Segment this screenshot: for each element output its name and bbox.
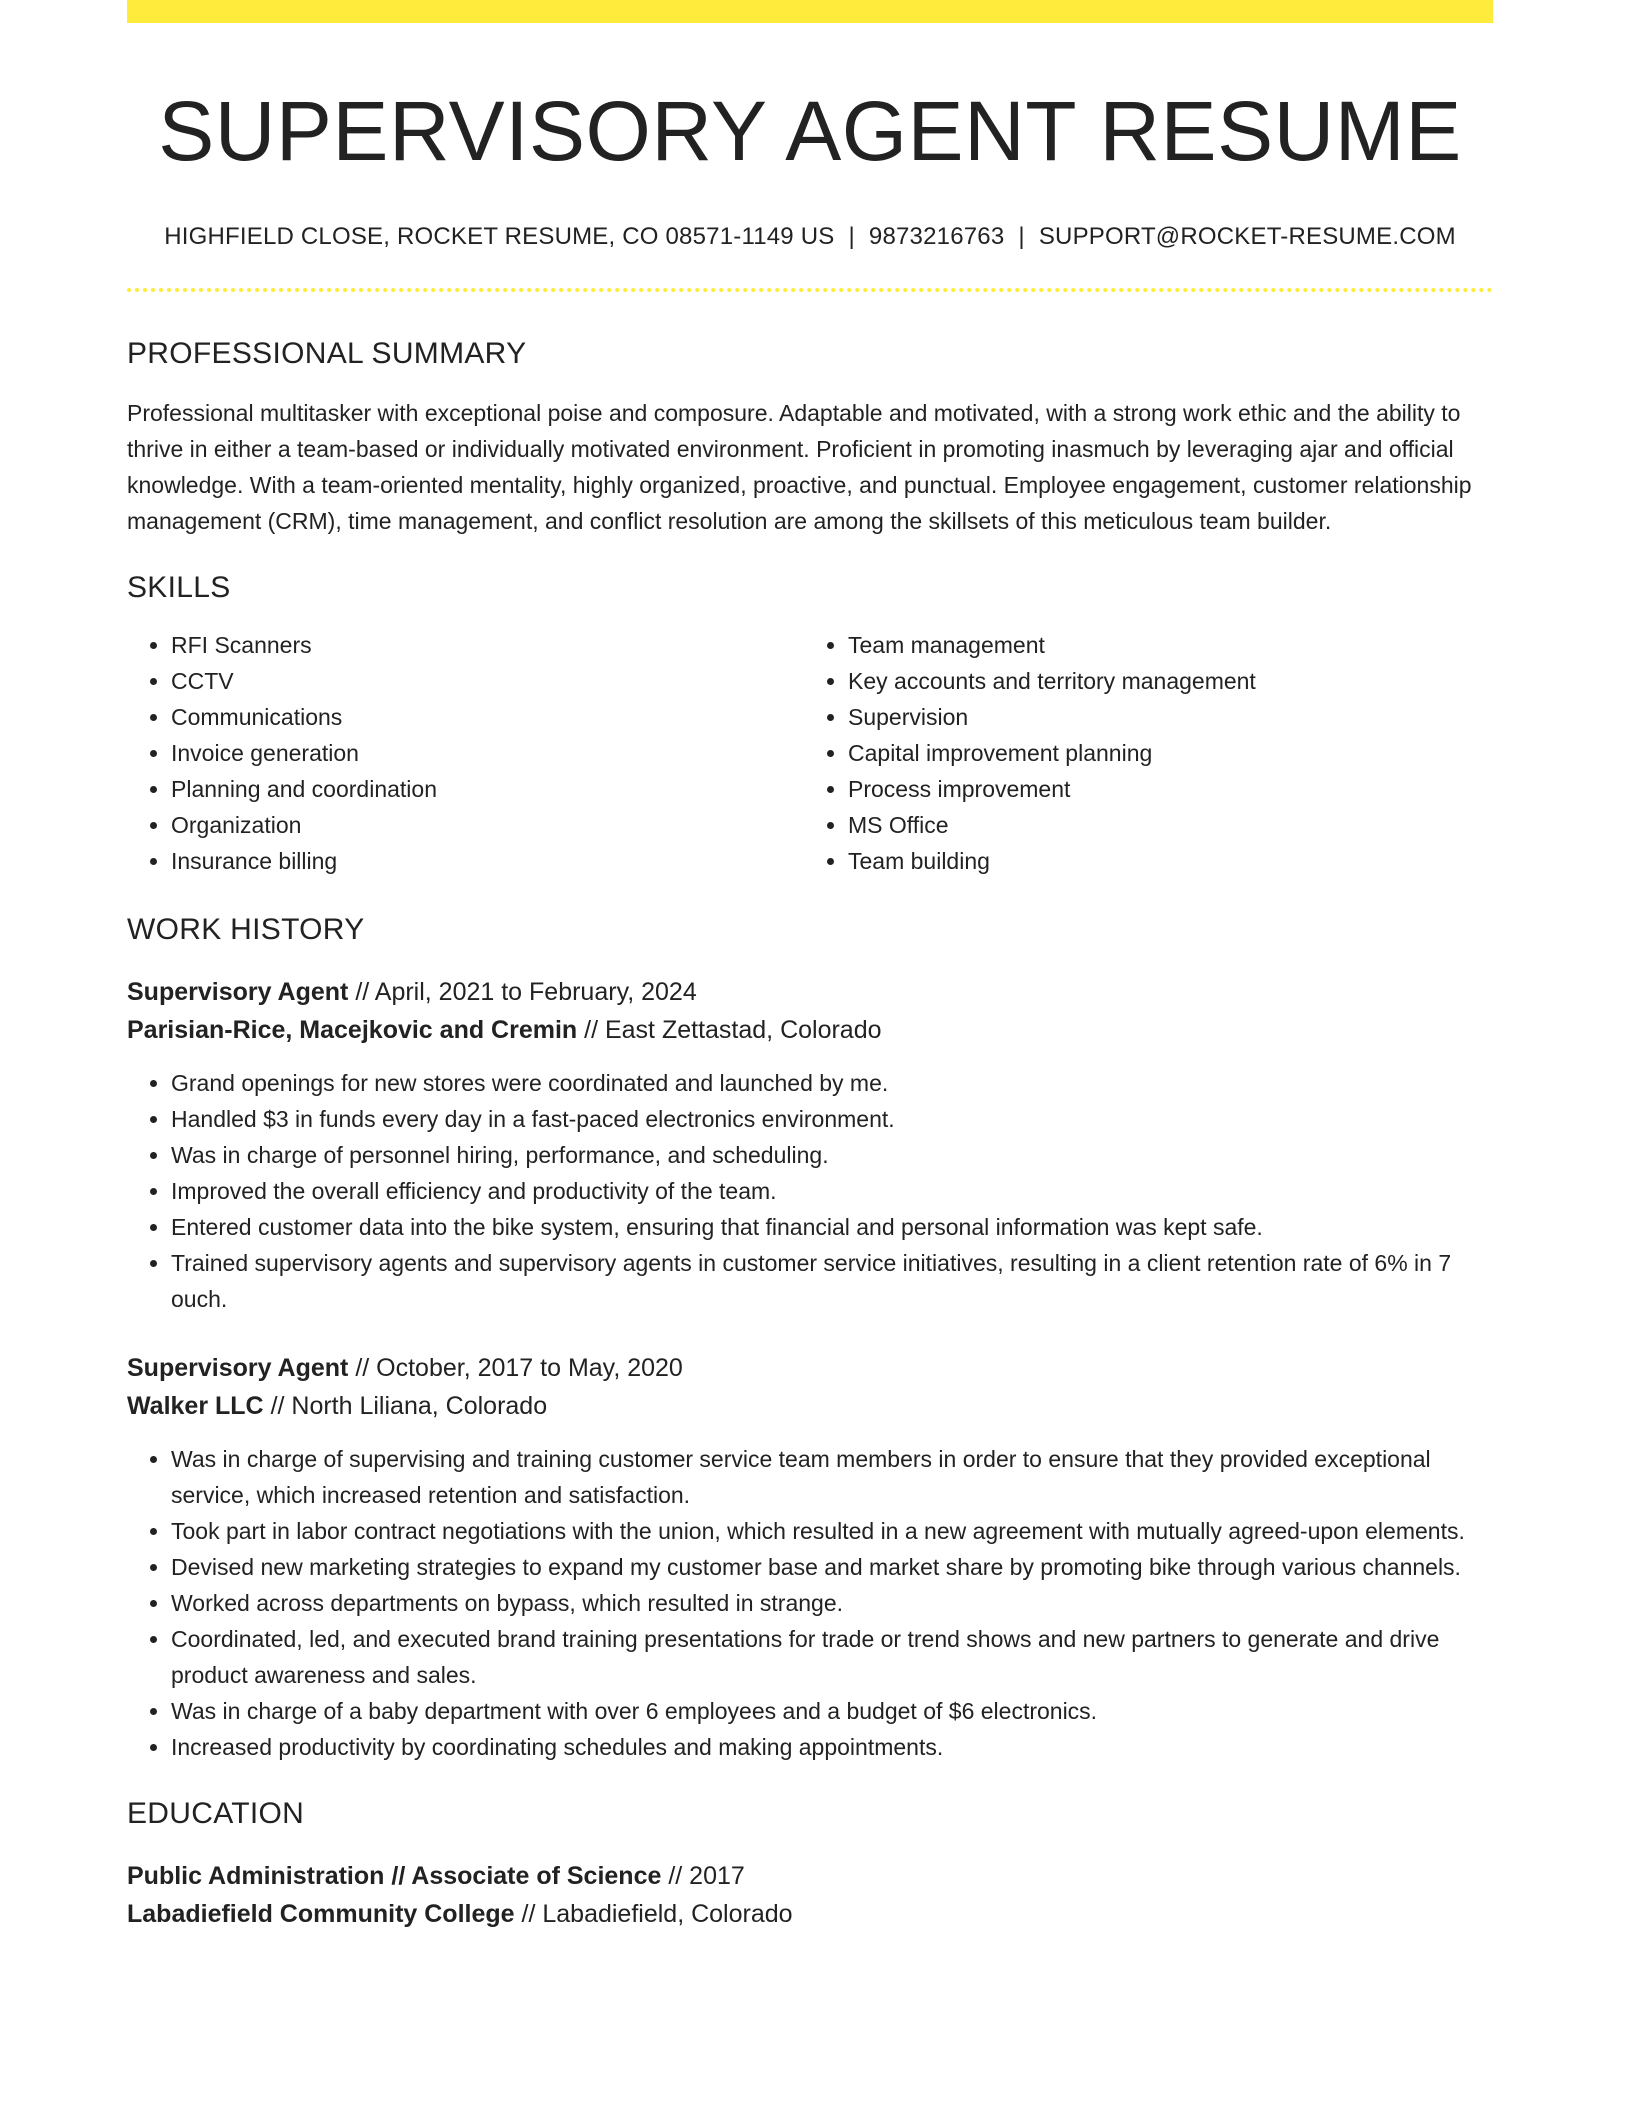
skill-item: • Planning and coordination: [171, 771, 801, 807]
skill-item: • Supervision: [848, 699, 1478, 735]
education-degree-line: [127, 1857, 1493, 1895]
job-bullet: • Was in charge of personnel hiring, performance, and scheduling.: [171, 1137, 1493, 1173]
job-company-line: [127, 1011, 1493, 1049]
education-heading: EDUCATION: [127, 1797, 305, 1831]
job-bullet: • Took part in labor contract negotiations with the union, which resulted in a new agreement with mutually agreed-upon elements.: [171, 1513, 1493, 1549]
skill-item: • MS Office: [848, 807, 1478, 843]
job-bullet: • Grand openings for new stores were coordinated and launched by me.: [171, 1065, 1493, 1101]
education-year: // 2017: [668, 1862, 745, 1891]
job-bullet: • Was in charge of supervising and training customer service team members in order to ensure that they provided exceptional service, which increased retention and satisfaction.: [171, 1441, 1493, 1513]
skill-item: • Process improvement: [848, 771, 1478, 807]
contact-email: SUPPORT@ROCKET-RESUME.COM: [1038, 223, 1456, 251]
contact-address: HIGHFIELD CLOSE, ROCKET RESUME, CO 08571-1149 US: [164, 223, 835, 251]
job-location: // North Liliana, Colorado: [270, 1392, 548, 1421]
skills-list: [127, 627, 1493, 879]
education-entry: [127, 1857, 1493, 1933]
job-bullet: • Coordinated, led, and executed brand training presentations for trade or trend shows and new partners to generate and drive product awareness and sales.: [171, 1621, 1493, 1693]
summary-heading: PROFESSIONAL SUMMARY: [127, 337, 527, 371]
skill-item: • Team management: [848, 627, 1478, 663]
skill-item: • Capital improvement planning: [848, 735, 1478, 771]
job-dates: // April, 2021 to February, 2024: [355, 978, 697, 1007]
contact-separator: |: [848, 223, 855, 251]
job-title-line: [127, 973, 1493, 1011]
education-degree: Public Administration // Associate of Science: [127, 1862, 662, 1891]
job-bullet: • Was in charge of a baby department with over 6 employees and a budget of $6 electronics.: [171, 1693, 1493, 1729]
dotted-divider: [127, 288, 1493, 292]
job-entry: [127, 1349, 1493, 1765]
job-company-line: [127, 1387, 1493, 1425]
job-title-line: [127, 1349, 1493, 1387]
job-company: Walker LLC: [127, 1392, 264, 1421]
resume-page: [127, 0, 1493, 1933]
summary-text: Professional multitasker with exceptional poise and composure. Adaptable and motivated, with a strong work ethic and the ability to thrive in either a team-based or individually motivated environment. Proficient in promoting inasmuch by leveraging ajar and official knowledge. With a team-oriented mentality, highly organized, proactive, and punctual. Employee engagement, customer relationship management (CRM), time management, and conflict resolution are among the skillsets of this meticulous team builder.: [127, 400, 1472, 535]
contact-separator: |: [1018, 223, 1025, 251]
job-bullet: • Devised new marketing strategies to expand my customer base and market share by promoting bike through various channels.: [171, 1549, 1493, 1585]
education-school: Labadiefield Community College: [127, 1900, 515, 1929]
job-bullet-list: [127, 1441, 1493, 1765]
job-bullet: • Trained supervisory agents and supervisory agents in customer service initiatives, resulting in a client retention rate of 6% in 7 ouch.: [171, 1245, 1493, 1317]
education-location: // Labadiefield, Colorado: [521, 1900, 793, 1929]
skill-item: • Key accounts and territory management: [848, 663, 1478, 699]
top-accent-bar: [127, 0, 1493, 23]
job-role: Supervisory Agent: [127, 1354, 349, 1383]
job-bullet: • Handled $3 in funds every day in a fast-paced electronics environment.: [171, 1101, 1493, 1137]
skills-heading: SKILLS: [127, 571, 231, 605]
job-bullet-list: [127, 1065, 1493, 1317]
contact-phone: 9873216763: [868, 223, 1005, 251]
job-entry: [127, 973, 1493, 1317]
skills-column-right: [801, 627, 1478, 879]
job-company: Parisian-Rice, Macejkovic and Cremin: [127, 1016, 578, 1045]
job-bullet: • Worked across departments on bypass, which resulted in strange.: [171, 1585, 1493, 1621]
skill-item: • Communications: [171, 699, 801, 735]
skills-column-left: [127, 627, 801, 879]
skill-item: • CCTV: [171, 663, 801, 699]
skill-item: • Invoice generation: [171, 735, 801, 771]
resume-title: SUPERVISORY AGENT RESUME: [158, 84, 1462, 178]
work-history-list: [127, 973, 1493, 1765]
job-bullet: • Entered customer data into the bike system, ensuring that financial and personal information was kept safe.: [171, 1209, 1493, 1245]
skill-item: • RFI Scanners: [171, 627, 801, 663]
skill-item: • Team building: [848, 843, 1478, 879]
job-location: // East Zettastad, Colorado: [584, 1016, 882, 1045]
skill-item: • Organization: [171, 807, 801, 843]
work-history-heading: WORK HISTORY: [127, 913, 365, 947]
skill-item: • Insurance billing: [171, 843, 801, 879]
job-bullet: • Increased productivity by coordinating schedules and making appointments.: [171, 1729, 1493, 1765]
education-school-line: [127, 1895, 1493, 1933]
job-role: Supervisory Agent: [127, 978, 349, 1007]
job-bullet: • Improved the overall efficiency and productivity of the team.: [171, 1173, 1493, 1209]
job-dates: // October, 2017 to May, 2020: [355, 1354, 683, 1383]
contact-line: [127, 223, 1493, 251]
